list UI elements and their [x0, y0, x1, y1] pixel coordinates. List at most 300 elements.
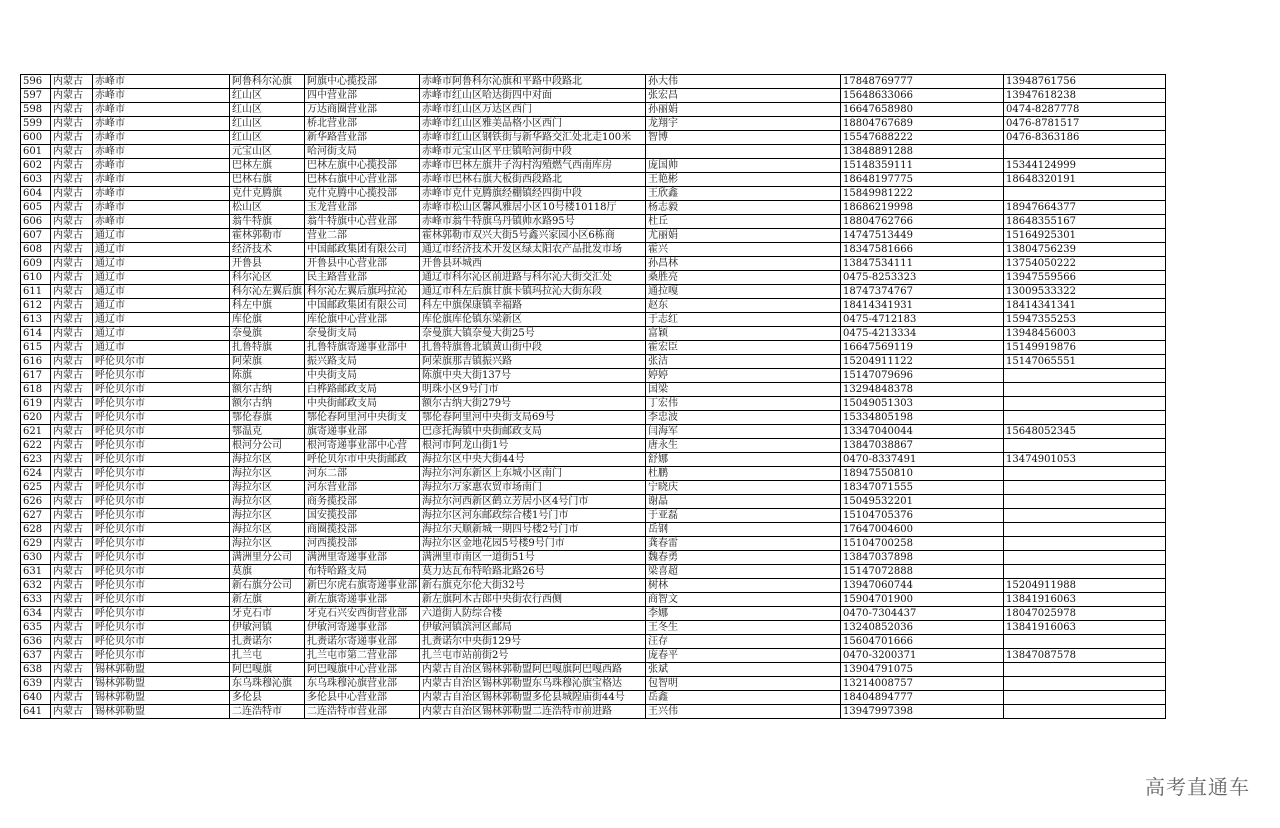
city-cell: 赤峰市 [93, 103, 230, 117]
district-cell: 红山区 [230, 103, 305, 117]
row-number-cell: 598 [21, 103, 51, 117]
province-cell: 内蒙古 [51, 313, 93, 327]
city-cell: 呼伦贝尔市 [93, 453, 230, 467]
row-number-cell: 638 [21, 663, 51, 677]
alt-phone-cell: 15149919876 [1004, 341, 1166, 355]
address-cell: 内蒙古自治区锡林郭勒盟阿巴嘎旗阿巴嘎西路 [420, 663, 646, 677]
outlet-cell: 白桦路邮政支局 [305, 383, 420, 397]
address-cell: 赤峰市巴林左旗井子沟村沟殖燃气西南库房 [420, 159, 646, 173]
outlet-cell: 中国邮政集团有限公司 [305, 243, 420, 257]
city-cell: 通辽市 [93, 313, 230, 327]
outlet-cell: 多伦县中心营业部 [305, 691, 420, 705]
row-number-cell: 616 [21, 355, 51, 369]
contact-name-cell: 岳钢 [646, 523, 841, 537]
city-cell: 呼伦贝尔市 [93, 411, 230, 425]
alt-phone-cell [1004, 705, 1166, 719]
province-cell: 内蒙古 [51, 355, 93, 369]
address-cell: 新左旗阿木古郎中央街农行西侧 [420, 593, 646, 607]
city-cell: 通辽市 [93, 243, 230, 257]
province-cell: 内蒙古 [51, 369, 93, 383]
outlet-cell: 中央街邮政支局 [305, 397, 420, 411]
province-cell: 内蒙古 [51, 425, 93, 439]
outlet-cell: 伊敏河寄递事业部 [305, 621, 420, 635]
phone-cell: 15604701666 [841, 635, 1004, 649]
table-row [21, 299, 1166, 313]
province-cell: 内蒙古 [51, 229, 93, 243]
contact-name-cell: 李忠波 [646, 411, 841, 425]
table-row [21, 131, 1166, 145]
phone-cell: 16647569119 [841, 341, 1004, 355]
district-cell: 奈曼旗 [230, 327, 305, 341]
city-cell: 锡林郭勒盟 [93, 691, 230, 705]
row-number-cell: 619 [21, 397, 51, 411]
address-cell: 赤峰市克什克腾旗经棚镇经四街中段 [420, 187, 646, 201]
phone-cell: 15148359111 [841, 159, 1004, 173]
row-number-cell: 612 [21, 299, 51, 313]
city-cell: 赤峰市 [93, 131, 230, 145]
city-cell: 赤峰市 [93, 215, 230, 229]
address-cell: 赤峰市红山区雅美品格小区西门 [420, 117, 646, 131]
city-cell: 通辽市 [93, 327, 230, 341]
address-cell: 六道街人防综合楼 [420, 607, 646, 621]
row-number-cell: 602 [21, 159, 51, 173]
table-row [21, 551, 1166, 565]
contact-name-cell: 闫海军 [646, 425, 841, 439]
address-cell: 额尔古纳大街279号 [420, 397, 646, 411]
province-cell: 内蒙古 [51, 383, 93, 397]
district-cell: 鄂温克 [230, 425, 305, 439]
address-cell: 内蒙古自治区锡林郭勒盟东乌珠穆沁旗宝格达 [420, 677, 646, 691]
contact-name-cell: 霍宏臣 [646, 341, 841, 355]
province-cell: 内蒙古 [51, 607, 93, 621]
contact-name-cell: 龙翔宇 [646, 117, 841, 131]
city-cell: 锡林郭勒盟 [93, 663, 230, 677]
province-cell: 内蒙古 [51, 285, 93, 299]
alt-phone-cell [1004, 397, 1166, 411]
province-cell: 内蒙古 [51, 705, 93, 719]
alt-phone-cell [1004, 439, 1166, 453]
district-cell: 海拉尔区 [230, 537, 305, 551]
city-cell: 锡林郭勒盟 [93, 705, 230, 719]
province-cell: 内蒙古 [51, 327, 93, 341]
outlet-cell: 商务揽投部 [305, 495, 420, 509]
phone-cell: 15147072888 [841, 565, 1004, 579]
row-number-cell: 629 [21, 537, 51, 551]
city-cell: 赤峰市 [93, 201, 230, 215]
district-cell: 红山区 [230, 89, 305, 103]
district-cell: 二连浩特市 [230, 705, 305, 719]
phone-cell: 18347071555 [841, 481, 1004, 495]
contact-name-cell: 国梁 [646, 383, 841, 397]
row-number-cell: 637 [21, 649, 51, 663]
alt-phone-cell: 13947618238 [1004, 89, 1166, 103]
province-cell: 内蒙古 [51, 89, 93, 103]
city-cell: 呼伦贝尔市 [93, 621, 230, 635]
district-cell: 新右旗分公司 [230, 579, 305, 593]
row-number-cell: 621 [21, 425, 51, 439]
district-cell: 红山区 [230, 131, 305, 145]
row-number-cell: 625 [21, 481, 51, 495]
outlet-cell: 营业二部 [305, 229, 420, 243]
table-row [21, 523, 1166, 537]
phone-cell: 15648633066 [841, 89, 1004, 103]
address-cell: 伊敏河镇滨河区邮局 [420, 621, 646, 635]
district-cell: 阿荣旗 [230, 355, 305, 369]
province-cell: 内蒙古 [51, 663, 93, 677]
alt-phone-cell: 15648052345 [1004, 425, 1166, 439]
phone-cell: 0475-8253323 [841, 271, 1004, 285]
contact-name-cell: 汪存 [646, 635, 841, 649]
phone-cell: 15104705376 [841, 509, 1004, 523]
city-cell: 呼伦贝尔市 [93, 551, 230, 565]
phone-cell: 18947550810 [841, 467, 1004, 481]
address-cell: 海拉尔河西新区鹤立芳居小区4号门市 [420, 495, 646, 509]
district-cell: 陈旗 [230, 369, 305, 383]
contact-name-cell: 魏春勇 [646, 551, 841, 565]
address-cell: 海拉尔河东新区上东城小区南门 [420, 467, 646, 481]
phone-cell: 15904701900 [841, 593, 1004, 607]
row-number-cell: 636 [21, 635, 51, 649]
city-cell: 通辽市 [93, 299, 230, 313]
phone-cell: 13947060744 [841, 579, 1004, 593]
address-cell: 奈曼旗大镇奈曼大街25号 [420, 327, 646, 341]
address-cell: 通辽市科左后旗甘旗卡镇玛拉沁大街东段 [420, 285, 646, 299]
alt-phone-cell [1004, 663, 1166, 677]
province-cell: 内蒙古 [51, 649, 93, 663]
row-number-cell: 639 [21, 677, 51, 691]
row-number-cell: 631 [21, 565, 51, 579]
province-cell: 内蒙古 [51, 467, 93, 481]
district-cell: 鄂伦春旗 [230, 411, 305, 425]
outlet-cell: 河东营业部 [305, 481, 420, 495]
alt-phone-cell: 13847087578 [1004, 649, 1166, 663]
outlet-cell: 扎鲁特旗寄递事业部中 [305, 341, 420, 355]
row-number-cell: 601 [21, 145, 51, 159]
province-cell: 内蒙古 [51, 75, 93, 89]
contact-name-cell: 庞国帅 [646, 159, 841, 173]
city-cell: 呼伦贝尔市 [93, 509, 230, 523]
table-row [21, 509, 1166, 523]
province-cell: 内蒙古 [51, 159, 93, 173]
alt-phone-cell: 18047025978 [1004, 607, 1166, 621]
phone-cell: 18414341931 [841, 299, 1004, 313]
alt-phone-cell: 18947664377 [1004, 201, 1166, 215]
contact-name-cell: 霍兴 [646, 243, 841, 257]
phone-cell: 13847038867 [841, 439, 1004, 453]
address-cell: 扎赉诺尔中央街129号 [420, 635, 646, 649]
district-cell: 扎赉诺尔 [230, 635, 305, 649]
alt-phone-cell [1004, 411, 1166, 425]
table-row [21, 159, 1166, 173]
district-cell: 科尔沁区 [230, 271, 305, 285]
city-cell: 赤峰市 [93, 145, 230, 159]
phone-cell: 13848891288 [841, 145, 1004, 159]
district-cell: 霍林郭勒市 [230, 229, 305, 243]
row-number-cell: 614 [21, 327, 51, 341]
address-cell: 海拉尔区中央大街44号 [420, 453, 646, 467]
outlet-cell: 振兴路支局 [305, 355, 420, 369]
outlet-cell: 满洲里寄递事业部 [305, 551, 420, 565]
contact-name-cell: 树林 [646, 579, 841, 593]
table-row [21, 607, 1166, 621]
address-cell: 赤峰市翁牛特旗乌丹镇帅水路95号 [420, 215, 646, 229]
province-cell: 内蒙古 [51, 537, 93, 551]
phone-cell: 14747513449 [841, 229, 1004, 243]
phone-cell: 13214008757 [841, 677, 1004, 691]
alt-phone-cell [1004, 677, 1166, 691]
province-cell: 内蒙古 [51, 271, 93, 285]
alt-phone-cell: 13804756239 [1004, 243, 1166, 257]
outlet-cell: 四中营业部 [305, 89, 420, 103]
alt-phone-cell [1004, 145, 1166, 159]
address-cell: 赤峰市元宝山区平庄镇哈河街中段 [420, 145, 646, 159]
address-cell: 明珠小区9号门市 [420, 383, 646, 397]
contact-name-cell: 谢晶 [646, 495, 841, 509]
address-cell: 内蒙古自治区锡林郭勒盟二连浩特市前进路 [420, 705, 646, 719]
contact-name-cell: 李娜 [646, 607, 841, 621]
city-cell: 通辽市 [93, 285, 230, 299]
phone-cell: 13947997398 [841, 705, 1004, 719]
row-number-cell: 627 [21, 509, 51, 523]
contact-name-cell: 于亚磊 [646, 509, 841, 523]
phone-cell: 18804762766 [841, 215, 1004, 229]
contact-name-cell: 唐永生 [646, 439, 841, 453]
address-cell: 满洲里市南区一道街51号 [420, 551, 646, 565]
province-cell: 内蒙古 [51, 551, 93, 565]
table-row [21, 145, 1166, 159]
district-cell: 阿鲁科尔沁旗 [230, 75, 305, 89]
province-cell: 内蒙古 [51, 453, 93, 467]
address-cell: 库伦旗库伦镇东梁新区 [420, 313, 646, 327]
table-row [21, 355, 1166, 369]
address-cell: 赤峰市阿鲁科尔沁旗和平路中段路北 [420, 75, 646, 89]
alt-phone-cell: 13948761756 [1004, 75, 1166, 89]
contact-name-cell: 庞春平 [646, 649, 841, 663]
alt-phone-cell [1004, 537, 1166, 551]
city-cell: 呼伦贝尔市 [93, 369, 230, 383]
contact-name-cell: 婷婷 [646, 369, 841, 383]
outlet-cell: 中央街支局 [305, 369, 420, 383]
row-number-cell: 596 [21, 75, 51, 89]
contact-name-cell: 孙昌林 [646, 257, 841, 271]
province-cell: 内蒙古 [51, 145, 93, 159]
province-cell: 内蒙古 [51, 299, 93, 313]
table-row [21, 663, 1166, 677]
district-cell: 科尔沁左翼后旗 [230, 285, 305, 299]
alt-phone-cell: 18648355167 [1004, 215, 1166, 229]
outlet-cell: 新华路营业部 [305, 131, 420, 145]
address-cell: 赤峰市巴林右旗大板街西段路北 [420, 173, 646, 187]
district-cell: 额尔古纳 [230, 397, 305, 411]
outlet-cell: 阿巴嘎旗中心营业部 [305, 663, 420, 677]
contact-name-cell: 杜鹏 [646, 467, 841, 481]
province-cell: 内蒙古 [51, 173, 93, 187]
phone-cell: 0475-4213334 [841, 327, 1004, 341]
contact-table [20, 74, 1166, 719]
address-cell: 根河市阿龙山街1号 [420, 439, 646, 453]
phone-cell: 18404894777 [841, 691, 1004, 705]
district-cell: 海拉尔区 [230, 467, 305, 481]
phone-cell: 15204911122 [841, 355, 1004, 369]
table-row [21, 495, 1166, 509]
table-row [21, 481, 1166, 495]
address-cell: 海拉尔天顺新城一期四号楼2号门市 [420, 523, 646, 537]
district-cell: 经济技术 [230, 243, 305, 257]
row-number-cell: 618 [21, 383, 51, 397]
city-cell: 赤峰市 [93, 117, 230, 131]
outlet-cell: 中国邮政集团有限公司 [305, 299, 420, 313]
address-cell: 海拉尔区河东邮政综合楼1号门市 [420, 509, 646, 523]
district-cell: 根河分公司 [230, 439, 305, 453]
address-cell: 巴彦托海镇中央街邮政支局 [420, 425, 646, 439]
outlet-cell: 民主路营业部 [305, 271, 420, 285]
outlet-cell: 玉龙营业部 [305, 201, 420, 215]
phone-cell: 15104700258 [841, 537, 1004, 551]
outlet-cell: 旗寄递事业部 [305, 425, 420, 439]
outlet-cell: 二连浩特市营业部 [305, 705, 420, 719]
row-number-cell: 610 [21, 271, 51, 285]
province-cell: 内蒙古 [51, 481, 93, 495]
district-cell: 东乌珠穆沁旗 [230, 677, 305, 691]
alt-phone-cell: 18414341341 [1004, 299, 1166, 313]
city-cell: 呼伦贝尔市 [93, 523, 230, 537]
city-cell: 呼伦贝尔市 [93, 565, 230, 579]
phone-cell: 13294848378 [841, 383, 1004, 397]
district-cell: 海拉尔区 [230, 509, 305, 523]
contact-name-cell: 富颖 [646, 327, 841, 341]
city-cell: 呼伦贝尔市 [93, 537, 230, 551]
phone-cell: 13847534111 [841, 257, 1004, 271]
province-cell: 内蒙古 [51, 215, 93, 229]
province-cell: 内蒙古 [51, 397, 93, 411]
contact-name-cell: 张洁 [646, 355, 841, 369]
row-number-cell: 635 [21, 621, 51, 635]
address-cell: 内蒙古自治区锡林郭勒盟多伦县城隍庙街44号 [420, 691, 646, 705]
alt-phone-cell [1004, 495, 1166, 509]
province-cell: 内蒙古 [51, 509, 93, 523]
watermark: 高考直通车 [1145, 775, 1250, 799]
alt-phone-cell: 15204911988 [1004, 579, 1166, 593]
district-cell: 克什克腾旗 [230, 187, 305, 201]
alt-phone-cell: 13948456003 [1004, 327, 1166, 341]
province-cell: 内蒙古 [51, 677, 93, 691]
contact-name-cell: 智博 [646, 131, 841, 145]
phone-cell: 17848769777 [841, 75, 1004, 89]
city-cell: 通辽市 [93, 229, 230, 243]
phone-cell: 15049532201 [841, 495, 1004, 509]
province-cell: 内蒙古 [51, 187, 93, 201]
row-number-cell: 606 [21, 215, 51, 229]
alt-phone-cell: 0474-8287778 [1004, 103, 1166, 117]
outlet-cell: 哈河街支局 [305, 145, 420, 159]
phone-cell: 18686219998 [841, 201, 1004, 215]
row-number-cell: 641 [21, 705, 51, 719]
outlet-cell: 扎赉诺尔寄递事业部 [305, 635, 420, 649]
province-cell: 内蒙古 [51, 411, 93, 425]
table-row [21, 439, 1166, 453]
phone-cell: 15147079696 [841, 369, 1004, 383]
outlet-cell: 桥北营业部 [305, 117, 420, 131]
row-number-cell: 634 [21, 607, 51, 621]
phone-cell: 0475-4712183 [841, 313, 1004, 327]
district-cell: 海拉尔区 [230, 453, 305, 467]
contact-name-cell: 于志红 [646, 313, 841, 327]
address-cell: 陈旗中央大街137号 [420, 369, 646, 383]
address-cell: 鄂伦春阿里河中央街支局69号 [420, 411, 646, 425]
city-cell: 呼伦贝尔市 [93, 649, 230, 663]
table-row [21, 257, 1166, 271]
table-row [21, 215, 1166, 229]
table-row [21, 453, 1166, 467]
city-cell: 呼伦贝尔市 [93, 439, 230, 453]
table-row [21, 397, 1166, 411]
table-row [21, 369, 1166, 383]
city-cell: 呼伦贝尔市 [93, 467, 230, 481]
outlet-cell: 阿旗中心揽投部 [305, 75, 420, 89]
alt-phone-cell [1004, 691, 1166, 705]
outlet-cell: 翁牛特旗中心营业部 [305, 215, 420, 229]
alt-phone-cell: 13009533322 [1004, 285, 1166, 299]
table-row [21, 411, 1166, 425]
contact-name-cell: 张宏昌 [646, 89, 841, 103]
table-row [21, 75, 1166, 89]
address-cell: 赤峰市松山区馨风雅居小区10号楼10118厅 [420, 201, 646, 215]
outlet-cell: 河西揽投部 [305, 537, 420, 551]
address-cell: 新右旗克尔伦大街32号 [420, 579, 646, 593]
province-cell: 内蒙古 [51, 621, 93, 635]
district-cell: 阿巴嘎旗 [230, 663, 305, 677]
table-row [21, 705, 1166, 719]
city-cell: 呼伦贝尔市 [93, 397, 230, 411]
province-cell: 内蒙古 [51, 131, 93, 145]
row-number-cell: 626 [21, 495, 51, 509]
district-cell: 新左旗 [230, 593, 305, 607]
district-cell: 多伦县 [230, 691, 305, 705]
table-row [21, 243, 1166, 257]
alt-phone-cell [1004, 635, 1166, 649]
table-body [21, 75, 1166, 719]
contact-name-cell: 赵东 [646, 299, 841, 313]
contact-name-cell: 王兴伟 [646, 705, 841, 719]
row-number-cell: 640 [21, 691, 51, 705]
province-cell: 内蒙古 [51, 201, 93, 215]
alt-phone-cell: 13474901053 [1004, 453, 1166, 467]
row-number-cell: 600 [21, 131, 51, 145]
alt-phone-cell: 0476-8363186 [1004, 131, 1166, 145]
address-cell: 通辽市科尔沁区前进路与科尔沁大街交汇处 [420, 271, 646, 285]
phone-cell: 0470-8337491 [841, 453, 1004, 467]
contact-name-cell: 梁喜超 [646, 565, 841, 579]
table-row [21, 327, 1166, 341]
alt-phone-cell: 13841916063 [1004, 593, 1166, 607]
alt-phone-cell [1004, 565, 1166, 579]
table-row [21, 593, 1166, 607]
phone-cell: 13904791075 [841, 663, 1004, 677]
contact-name-cell: 丁宏伟 [646, 397, 841, 411]
alt-phone-cell [1004, 509, 1166, 523]
table-row [21, 691, 1166, 705]
city-cell: 赤峰市 [93, 187, 230, 201]
table-row [21, 313, 1166, 327]
province-cell: 内蒙古 [51, 691, 93, 705]
city-cell: 赤峰市 [93, 89, 230, 103]
phone-cell: 15849981222 [841, 187, 1004, 201]
district-cell: 元宝山区 [230, 145, 305, 159]
row-number-cell: 628 [21, 523, 51, 537]
outlet-cell: 国安揽投部 [305, 509, 420, 523]
phone-cell: 13847037898 [841, 551, 1004, 565]
row-number-cell: 615 [21, 341, 51, 355]
